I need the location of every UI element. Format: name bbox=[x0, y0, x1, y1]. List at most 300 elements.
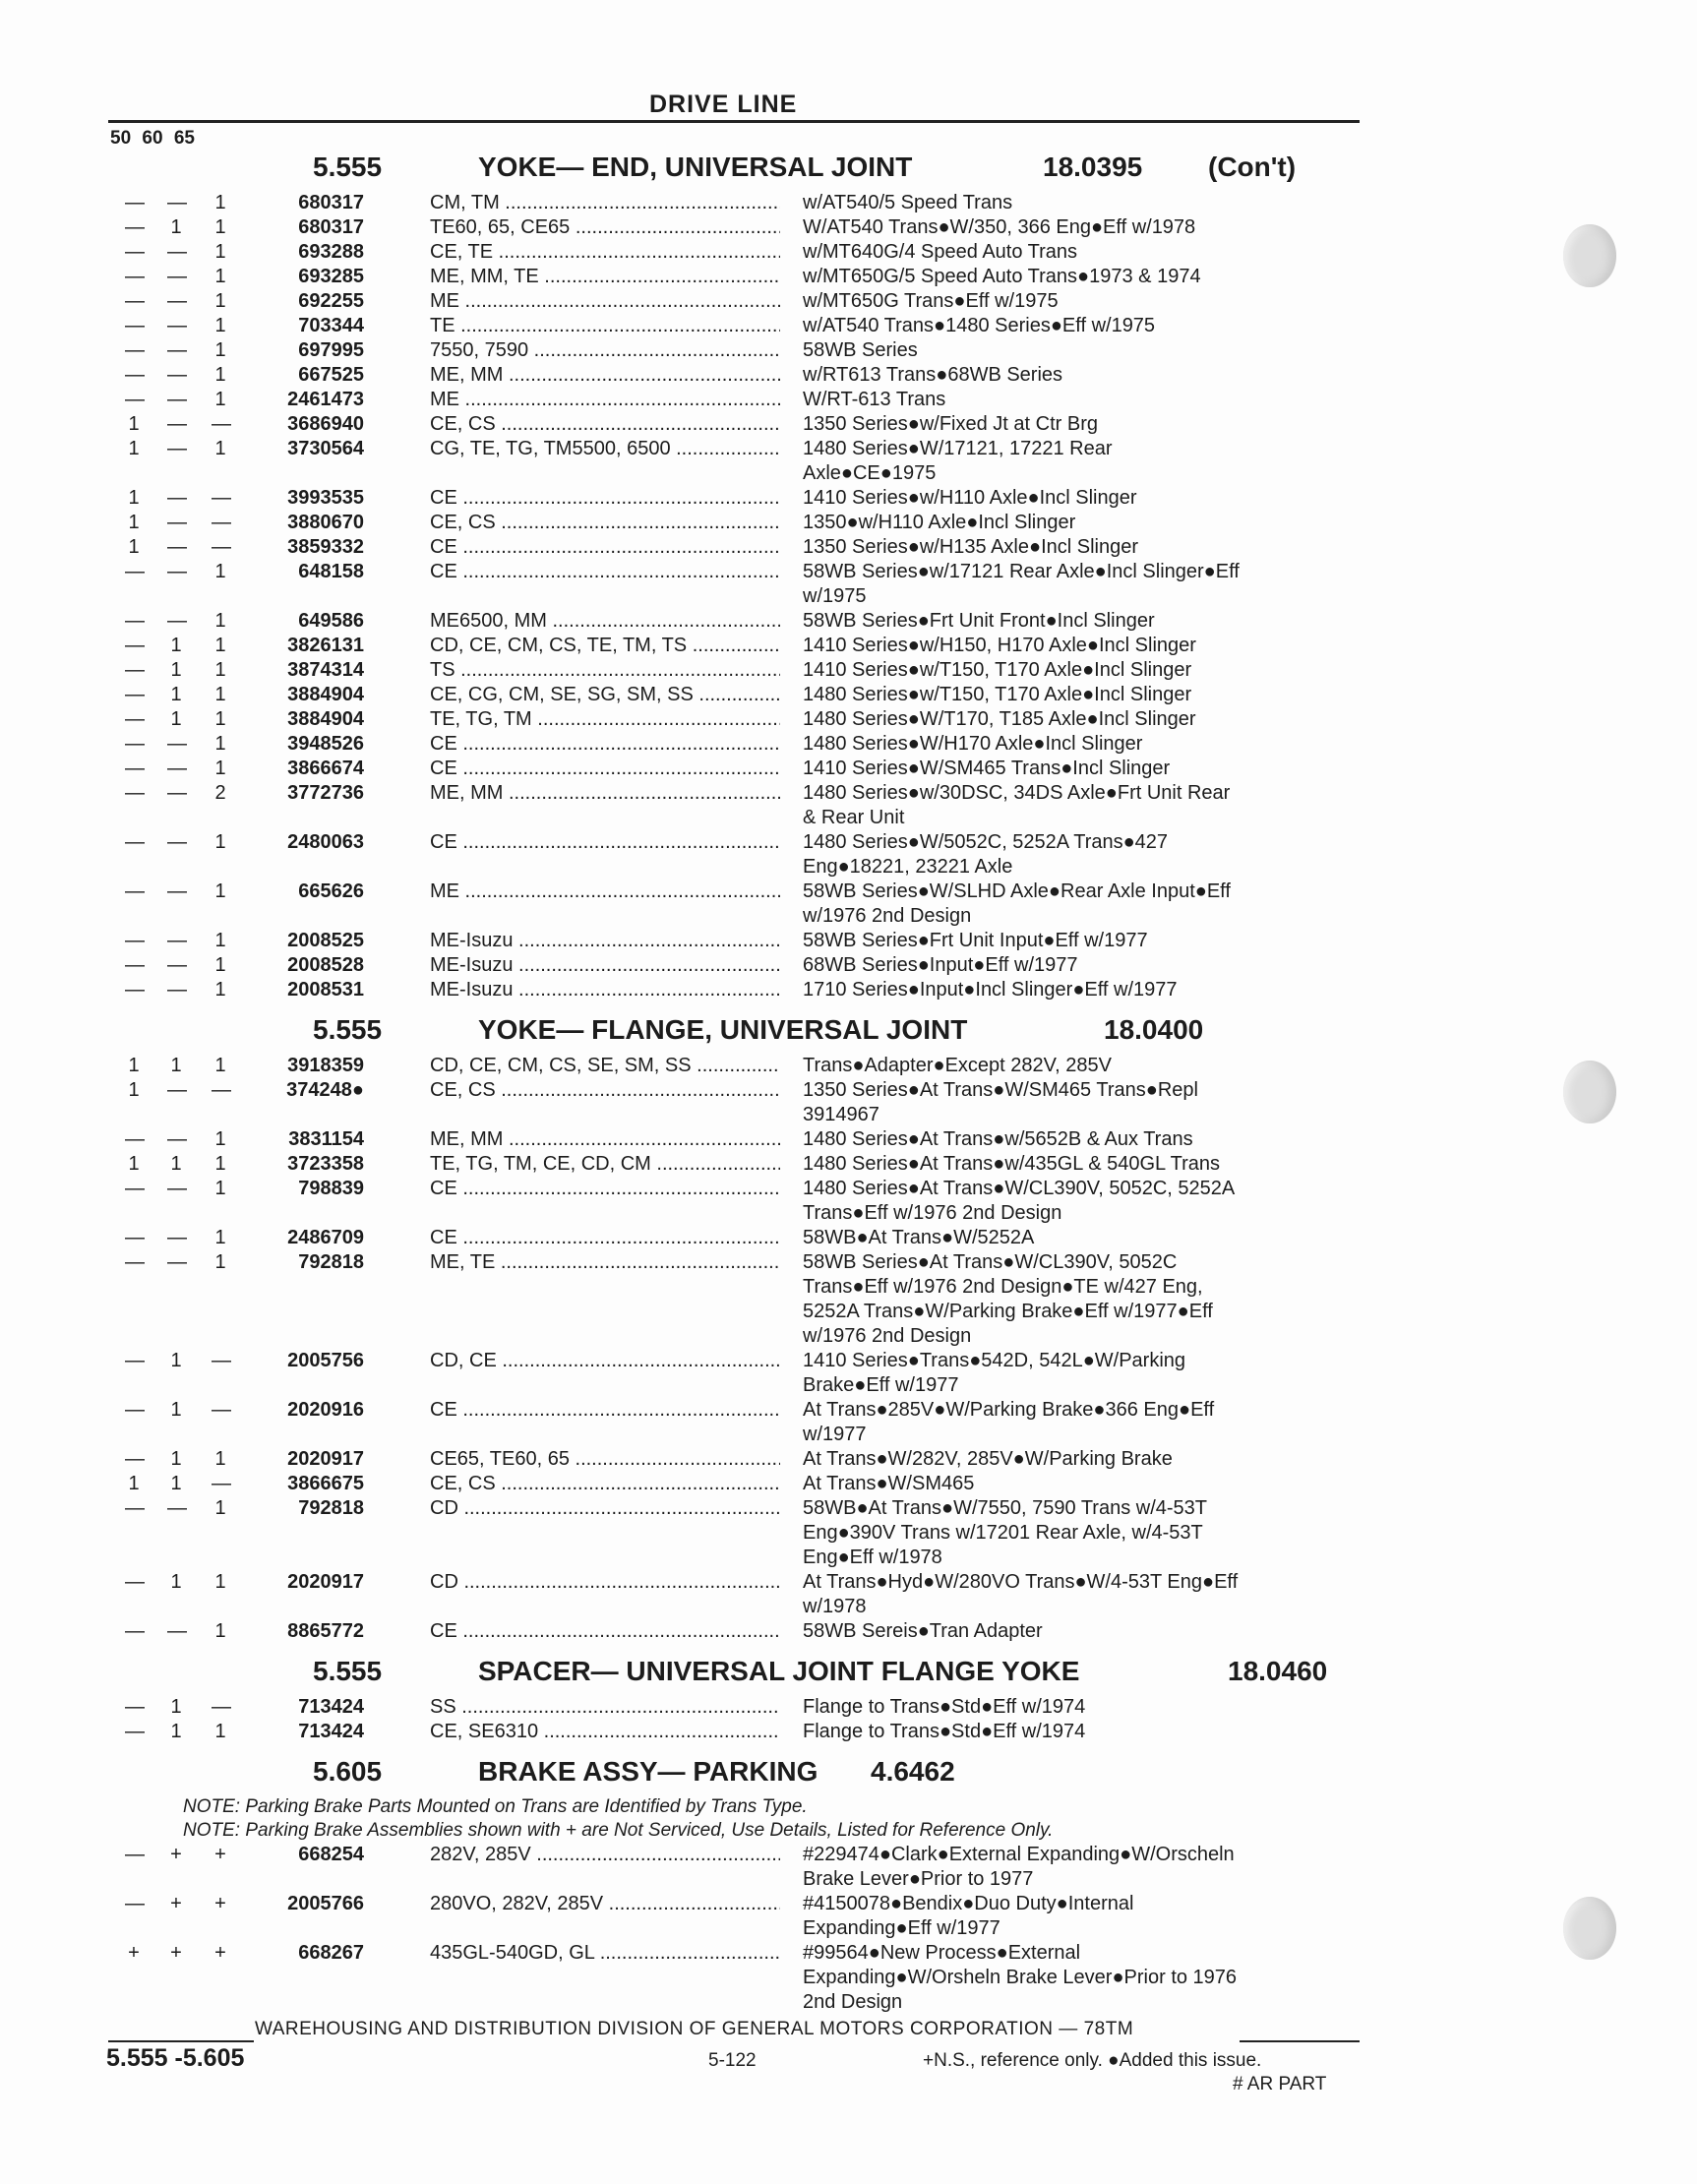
year-qty: — bbox=[167, 192, 187, 213]
description-line: W/RT-613 Trans bbox=[803, 389, 946, 410]
description-line: 1480 Series●W/5052C, 5252A Trans●427 bbox=[803, 831, 1169, 853]
description bbox=[803, 1892, 1368, 1941]
part-number: 374248● bbox=[286, 1079, 364, 1101]
section-title: SPACER— UNIVERSAL JOINT FLANGE YOKE bbox=[478, 1656, 1080, 1686]
year-qty: — bbox=[125, 1399, 145, 1421]
year-qty: — bbox=[125, 1227, 145, 1248]
description bbox=[803, 511, 1368, 535]
description bbox=[803, 880, 1368, 929]
description bbox=[803, 388, 1368, 412]
models: CE ..... bbox=[430, 560, 780, 584]
year-qty: 1 bbox=[214, 1153, 226, 1175]
description-line: w/1977 bbox=[803, 1424, 867, 1445]
part-row bbox=[0, 1447, 1697, 1472]
description-line: 2nd Design bbox=[803, 1991, 903, 2013]
part-row bbox=[0, 1941, 1697, 2015]
description bbox=[803, 1843, 1368, 1892]
models: CM, TM ..... bbox=[430, 191, 780, 215]
year-qty: — bbox=[125, 880, 145, 902]
year-qty: 1 bbox=[128, 536, 140, 558]
year-qty: 1 bbox=[128, 413, 140, 435]
description-line: 58WB Series●At Trans●W/CL390V, 5052C bbox=[803, 1251, 1178, 1273]
year-qty: — bbox=[167, 290, 187, 312]
description-line: Flange to Trans●Std●Eff w/1974 bbox=[803, 1721, 1086, 1742]
year-qty: 1 bbox=[214, 954, 226, 976]
year-qty: — bbox=[167, 1128, 187, 1150]
part-row bbox=[0, 1472, 1697, 1496]
description-line: w/1975 bbox=[803, 585, 867, 607]
part-number: 3918359 bbox=[287, 1055, 364, 1076]
description-line: w/RT613 Trans●68WB Series bbox=[803, 364, 1063, 386]
section-ref: 18.0400 bbox=[1104, 1014, 1204, 1045]
year-qty: 1 bbox=[170, 1696, 182, 1718]
part-row bbox=[0, 1720, 1697, 1744]
description-line: #99564●New Process●External bbox=[803, 1942, 1081, 1964]
year-qty: — bbox=[125, 1620, 145, 1642]
description-line: 1480 Series●W/T170, T185 Axle●Incl Slinger bbox=[803, 708, 1196, 730]
part-row bbox=[0, 880, 1697, 929]
year-qty: — bbox=[212, 413, 231, 435]
year-qty: 1 bbox=[214, 1571, 226, 1593]
description-line: 1480 Series●At Trans●w/435GL & 540GL Trans bbox=[803, 1153, 1221, 1175]
year-qty: — bbox=[167, 979, 187, 1001]
models: ME, MM ..... bbox=[430, 781, 780, 806]
models: CE ..... bbox=[430, 1177, 780, 1201]
year-qty: 2 bbox=[214, 782, 226, 804]
description bbox=[803, 707, 1368, 732]
part-row bbox=[0, 658, 1697, 683]
year-qty: 1 bbox=[214, 290, 226, 312]
description-line: w/MT640G/4 Speed Auto Trans bbox=[803, 241, 1078, 263]
description bbox=[803, 929, 1368, 953]
year-qty: — bbox=[167, 241, 187, 263]
part-row bbox=[0, 929, 1697, 953]
description bbox=[803, 412, 1368, 437]
part-row bbox=[0, 634, 1697, 658]
description-line: Eng●18221, 23221 Axle bbox=[803, 856, 1013, 878]
year-qty: 1 bbox=[214, 364, 226, 386]
part-row bbox=[0, 1226, 1697, 1250]
year-qty: — bbox=[167, 954, 187, 976]
description-line: 1480 Series●w/T150, T170 Axle●Incl Slinger bbox=[803, 684, 1192, 705]
page-number: 5-122 bbox=[708, 2050, 757, 2071]
year-qty: + bbox=[128, 1942, 140, 1964]
description bbox=[803, 437, 1368, 486]
part-number: 665626 bbox=[298, 880, 364, 902]
description bbox=[803, 1152, 1368, 1177]
part-row bbox=[0, 1177, 1697, 1226]
part-row bbox=[0, 609, 1697, 634]
description bbox=[803, 1447, 1368, 1472]
part-row bbox=[0, 1250, 1697, 1349]
models: TE60, 65, CE65 ..... bbox=[430, 215, 780, 240]
description-line: 1350 Series●At Trans●W/SM465 Trans●Repl bbox=[803, 1079, 1198, 1101]
part-row bbox=[0, 314, 1697, 338]
part-row bbox=[0, 683, 1697, 707]
part-row bbox=[0, 1349, 1697, 1398]
year-qty: — bbox=[212, 487, 231, 509]
description-line: At Trans●W/SM465 bbox=[803, 1473, 975, 1494]
year-qty: 1 bbox=[170, 1350, 182, 1371]
part-number: 2005756 bbox=[287, 1350, 364, 1371]
year-qty: — bbox=[125, 758, 145, 779]
year-qty: — bbox=[212, 1350, 231, 1371]
year-qty: — bbox=[212, 536, 231, 558]
models: CD ..... bbox=[430, 1570, 780, 1595]
section-header bbox=[0, 148, 1697, 191]
description-line: #4150078●Bendix●Duo Duty●Internal bbox=[803, 1893, 1134, 1914]
description bbox=[803, 1695, 1368, 1720]
part-row bbox=[0, 215, 1697, 240]
year-qty: + bbox=[214, 1942, 226, 1964]
part-row bbox=[0, 437, 1697, 486]
section-title: BRAKE ASSY— PARKING bbox=[478, 1756, 818, 1787]
description bbox=[803, 338, 1368, 363]
models: ME, MM ..... bbox=[430, 363, 780, 388]
part-number: 693288 bbox=[298, 241, 364, 263]
part-row bbox=[0, 388, 1697, 412]
part-row bbox=[0, 1054, 1697, 1078]
description-line: 1350 Series●w/Fixed Jt at Ctr Brg bbox=[803, 413, 1098, 435]
models: CE ..... bbox=[430, 486, 780, 511]
part-number: 2008525 bbox=[287, 930, 364, 951]
description bbox=[803, 1570, 1368, 1619]
year-qty: + bbox=[170, 1893, 182, 1914]
models: CE, TE ..... bbox=[430, 240, 780, 265]
year-qty: 1 bbox=[170, 1399, 182, 1421]
description bbox=[803, 314, 1368, 338]
description bbox=[803, 363, 1368, 388]
year-qty: — bbox=[167, 438, 187, 459]
year-qty: — bbox=[125, 561, 145, 582]
description-line: w/1976 2nd Design bbox=[803, 905, 972, 927]
year-qty: — bbox=[167, 1178, 187, 1199]
section-ref: 4.6462 bbox=[871, 1756, 955, 1787]
models: TS ..... bbox=[430, 658, 780, 683]
year-qty: — bbox=[125, 266, 145, 287]
part-row bbox=[0, 1078, 1697, 1127]
description-line: 1410 Series●W/SM465 Trans●Incl Slinger bbox=[803, 758, 1171, 779]
section-header bbox=[0, 1652, 1697, 1695]
year-qty: — bbox=[167, 733, 187, 755]
models: ME-Isuzu ..... bbox=[430, 978, 780, 1002]
part-row bbox=[0, 978, 1697, 1002]
part-number: 2020917 bbox=[287, 1448, 364, 1470]
description bbox=[803, 560, 1368, 609]
description bbox=[803, 830, 1368, 880]
part-number: 680317 bbox=[298, 192, 364, 213]
part-row bbox=[0, 1152, 1697, 1177]
year-qty: — bbox=[167, 315, 187, 336]
models: CE, SE6310 ..... bbox=[430, 1720, 780, 1744]
description-line: w/1976 2nd Design bbox=[803, 1325, 972, 1347]
part-row bbox=[0, 265, 1697, 289]
parts-list bbox=[0, 148, 1697, 2015]
models: SS ..... bbox=[430, 1695, 780, 1720]
year-qty: — bbox=[125, 1448, 145, 1470]
models: CD, CE, CM, CS, SE, SM, SS ..... bbox=[430, 1054, 780, 1078]
description-line: 1480 Series●W/17121, 17221 Rear bbox=[803, 438, 1113, 459]
year-qty: 1 bbox=[214, 339, 226, 361]
year-qty: — bbox=[125, 364, 145, 386]
description-line: 1710 Series●Input●Incl Slinger●Eff w/1977 bbox=[803, 979, 1178, 1001]
models: TE, TG, TM, CE, CD, CM ..... bbox=[430, 1152, 780, 1177]
part-row bbox=[0, 240, 1697, 265]
models: CE ..... bbox=[430, 830, 780, 855]
part-number: 3880670 bbox=[287, 512, 364, 533]
part-number: 713424 bbox=[298, 1721, 364, 1742]
year-qty: 1 bbox=[214, 1178, 226, 1199]
description bbox=[803, 634, 1368, 658]
part-number: 697995 bbox=[298, 339, 364, 361]
year-qty: — bbox=[125, 241, 145, 263]
models: CE ..... bbox=[430, 1619, 780, 1644]
year-qty: — bbox=[125, 1844, 145, 1865]
description-line: 1480 Series●W/H170 Axle●Incl Slinger bbox=[803, 733, 1143, 755]
year-qty: + bbox=[170, 1844, 182, 1865]
description-line: W/AT540 Trans●W/350, 366 Eng●Eff w/1978 bbox=[803, 216, 1196, 238]
part-row bbox=[0, 289, 1697, 314]
part-number: 649586 bbox=[298, 610, 364, 632]
year-columns-header bbox=[110, 128, 195, 150]
part-number: 2486709 bbox=[287, 1227, 364, 1248]
year-qty: — bbox=[167, 389, 187, 410]
description bbox=[803, 1720, 1368, 1744]
year-qty: — bbox=[125, 930, 145, 951]
year-qty: — bbox=[125, 782, 145, 804]
year-qty: — bbox=[167, 512, 187, 533]
part-number: 703344 bbox=[298, 315, 364, 336]
models: CE ..... bbox=[430, 1226, 780, 1250]
models: 282V, 285V ..... bbox=[430, 1843, 780, 1867]
models: CE65, TE60, 65 ..... bbox=[430, 1447, 780, 1472]
year-qty: 1 bbox=[170, 216, 182, 238]
description-line: Trans●Adapter●Except 282V, 285V bbox=[803, 1055, 1112, 1076]
part-number: 3686940 bbox=[287, 413, 364, 435]
part-number: 693285 bbox=[298, 266, 364, 287]
part-row bbox=[0, 535, 1697, 560]
section-number: 5.555 bbox=[313, 152, 383, 182]
year-qty: — bbox=[167, 610, 187, 632]
part-number: 3859332 bbox=[287, 536, 364, 558]
year-qty: — bbox=[167, 413, 187, 435]
description bbox=[803, 658, 1368, 683]
description-line: 1410 Series●Trans●542D, 542L●W/Parking bbox=[803, 1350, 1186, 1371]
year-qty: — bbox=[125, 389, 145, 410]
year-qty: 1 bbox=[128, 1473, 140, 1494]
models: CE, CG, CM, SE, SG, SM, SS ..... bbox=[430, 683, 780, 707]
part-row bbox=[0, 781, 1697, 830]
description bbox=[803, 240, 1368, 265]
section-number: 5.555 bbox=[313, 1656, 383, 1686]
description bbox=[803, 289, 1368, 314]
part-row bbox=[0, 707, 1697, 732]
year-qty: 1 bbox=[214, 930, 226, 951]
models: CG, TE, TG, TM5500, 6500 ..... bbox=[430, 437, 780, 461]
description bbox=[803, 1496, 1368, 1570]
year-qty: 1 bbox=[214, 733, 226, 755]
part-number: 3772736 bbox=[287, 782, 364, 804]
year-qty: 1 bbox=[214, 831, 226, 853]
year-column: 60 bbox=[142, 128, 163, 149]
description-line: w/MT650G/5 Speed Auto Trans●1973 & 1974 bbox=[803, 266, 1201, 287]
part-number: 667525 bbox=[298, 364, 364, 386]
part-row bbox=[0, 191, 1697, 215]
description-line: Brake Lever●Prior to 1977 bbox=[803, 1868, 1034, 1890]
section-number: 5.555 bbox=[313, 1014, 383, 1045]
part-row bbox=[0, 1843, 1697, 1892]
models: ME, MM ..... bbox=[430, 1127, 780, 1152]
year-qty: 1 bbox=[214, 708, 226, 730]
year-qty: 1 bbox=[128, 1055, 140, 1076]
year-qty: — bbox=[167, 364, 187, 386]
year-qty: 1 bbox=[170, 1448, 182, 1470]
page-title: DRIVE LINE bbox=[649, 91, 798, 118]
description-line: & Rear Unit bbox=[803, 807, 905, 828]
year-qty: 1 bbox=[214, 758, 226, 779]
models: ME, TE ..... bbox=[430, 1250, 780, 1275]
description-line: At Trans●285V●W/Parking Brake●366 Eng●Eff bbox=[803, 1399, 1215, 1421]
models: CD, CE, CM, CS, TE, TM, TS ..... bbox=[430, 634, 780, 658]
year-qty: — bbox=[212, 1399, 231, 1421]
description-line: 1410 Series●w/H110 Axle●Incl Slinger bbox=[803, 487, 1137, 509]
section-title: YOKE— END, UNIVERSAL JOINT bbox=[478, 152, 913, 182]
year-qty: — bbox=[167, 1227, 187, 1248]
year-qty: + bbox=[214, 1893, 226, 1914]
section-header bbox=[0, 1752, 1697, 1795]
description bbox=[803, 781, 1368, 830]
year-qty: 1 bbox=[214, 610, 226, 632]
section-header bbox=[0, 1010, 1697, 1054]
year-qty: 1 bbox=[214, 315, 226, 336]
description-line: At Trans●W/282V, 285V●W/Parking Brake bbox=[803, 1448, 1173, 1470]
description-line: w/AT540 Trans●1480 Series●Eff w/1975 bbox=[803, 315, 1156, 336]
year-qty: — bbox=[167, 831, 187, 853]
part-row bbox=[0, 1127, 1697, 1152]
year-qty: — bbox=[125, 315, 145, 336]
description bbox=[803, 535, 1368, 560]
header-rule bbox=[108, 120, 1360, 123]
part-row bbox=[0, 511, 1697, 535]
year-qty: — bbox=[125, 733, 145, 755]
description-line: 58WB●At Trans●W/7550, 7590 Trans w/4-53T bbox=[803, 1497, 1208, 1519]
part-number: 2008528 bbox=[287, 954, 364, 976]
year-qty: — bbox=[125, 290, 145, 312]
description-line: 5252A Trans●W/Parking Brake●Eff w/1977●Eff bbox=[803, 1301, 1213, 1322]
description-line: 1480 Series●At Trans●w/5652B & Aux Trans bbox=[803, 1128, 1193, 1150]
year-column: 50 bbox=[110, 128, 132, 149]
part-number: 680317 bbox=[298, 216, 364, 238]
year-qty: 1 bbox=[214, 659, 226, 681]
part-row bbox=[0, 1398, 1697, 1447]
description-line: 1350 Series●w/H135 Axle●Incl Slinger bbox=[803, 536, 1139, 558]
part-number: 3866674 bbox=[287, 758, 364, 779]
year-qty: 1 bbox=[128, 438, 140, 459]
year-qty: — bbox=[125, 1721, 145, 1742]
part-number: 2008531 bbox=[287, 979, 364, 1001]
models: CE, CS ..... bbox=[430, 1472, 780, 1496]
description-line: 58WB Series●Frt Unit Input●Eff w/1977 bbox=[803, 930, 1148, 951]
year-qty: 1 bbox=[170, 1473, 182, 1494]
year-qty: 1 bbox=[214, 979, 226, 1001]
models: CE ..... bbox=[430, 757, 780, 781]
year-qty: 1 bbox=[128, 1153, 140, 1175]
description-line: 1410 Series●w/T150, T170 Axle●Incl Slinger bbox=[803, 659, 1192, 681]
year-qty: 1 bbox=[170, 684, 182, 705]
year-qty: — bbox=[167, 1497, 187, 1519]
models: ME6500, MM ..... bbox=[430, 609, 780, 634]
part-number: 692255 bbox=[298, 290, 364, 312]
section-ref: 18.0460 bbox=[1228, 1656, 1328, 1686]
year-qty: — bbox=[125, 831, 145, 853]
year-qty: — bbox=[167, 1251, 187, 1273]
description-line: w/AT540/5 Speed Trans bbox=[803, 192, 1013, 213]
description bbox=[803, 1349, 1368, 1398]
part-row bbox=[0, 560, 1697, 609]
models: CE ..... bbox=[430, 732, 780, 757]
part-row bbox=[0, 486, 1697, 511]
description bbox=[803, 486, 1368, 511]
description bbox=[803, 978, 1368, 1002]
legend: +N.S., reference only. ●Added this issue. bbox=[923, 2050, 1262, 2071]
year-qty: — bbox=[125, 1178, 145, 1199]
year-qty: — bbox=[125, 339, 145, 361]
description-line: 1350●w/H110 Axle●Incl Slinger bbox=[803, 512, 1076, 533]
year-qty: — bbox=[125, 1893, 145, 1914]
part-number: 2020916 bbox=[287, 1399, 364, 1421]
description-line: 1480 Series●At Trans●W/CL390V, 5052C, 5252A bbox=[803, 1178, 1236, 1199]
models: CE ..... bbox=[430, 1398, 780, 1423]
section-title: YOKE— FLANGE, UNIVERSAL JOINT bbox=[478, 1014, 968, 1045]
year-qty: — bbox=[212, 1696, 231, 1718]
year-qty: — bbox=[125, 192, 145, 213]
year-qty: 1 bbox=[170, 708, 182, 730]
part-number: 3884904 bbox=[287, 684, 364, 705]
year-qty: + bbox=[170, 1942, 182, 1964]
models: ME, MM, TE ..... bbox=[430, 265, 780, 289]
part-row bbox=[0, 732, 1697, 757]
year-qty: — bbox=[125, 708, 145, 730]
part-row bbox=[0, 363, 1697, 388]
models: ME ..... bbox=[430, 880, 780, 904]
footer-rule-left bbox=[108, 2040, 254, 2042]
models: ME ..... bbox=[430, 388, 780, 412]
description-line: Expanding●W/Orsheln Brake Lever●Prior to 1976 bbox=[803, 1967, 1238, 1988]
year-qty: — bbox=[125, 1571, 145, 1593]
year-qty: 1 bbox=[170, 1721, 182, 1742]
description bbox=[803, 683, 1368, 707]
year-qty: — bbox=[212, 1079, 231, 1101]
ar-part-note: # AR PART bbox=[1233, 2074, 1327, 2094]
part-number: 3831154 bbox=[288, 1128, 364, 1150]
year-qty: 1 bbox=[128, 487, 140, 509]
footer-rule-right bbox=[1240, 2040, 1360, 2042]
description bbox=[803, 1472, 1368, 1496]
year-qty: — bbox=[167, 487, 187, 509]
description-line: 58WB Series bbox=[803, 339, 918, 361]
part-row bbox=[0, 830, 1697, 880]
year-qty: — bbox=[167, 561, 187, 582]
part-number: 668267 bbox=[298, 1942, 364, 1964]
models: 280VO, 282V, 285V ..... bbox=[430, 1892, 780, 1916]
year-qty: — bbox=[167, 339, 187, 361]
year-qty: — bbox=[125, 979, 145, 1001]
year-qty: 1 bbox=[128, 1079, 140, 1101]
year-qty: — bbox=[167, 1620, 187, 1642]
description bbox=[803, 265, 1368, 289]
description-line: Eng●390V Trans w/17201 Rear Axle, w/4-53T bbox=[803, 1522, 1203, 1544]
description bbox=[803, 1078, 1368, 1127]
